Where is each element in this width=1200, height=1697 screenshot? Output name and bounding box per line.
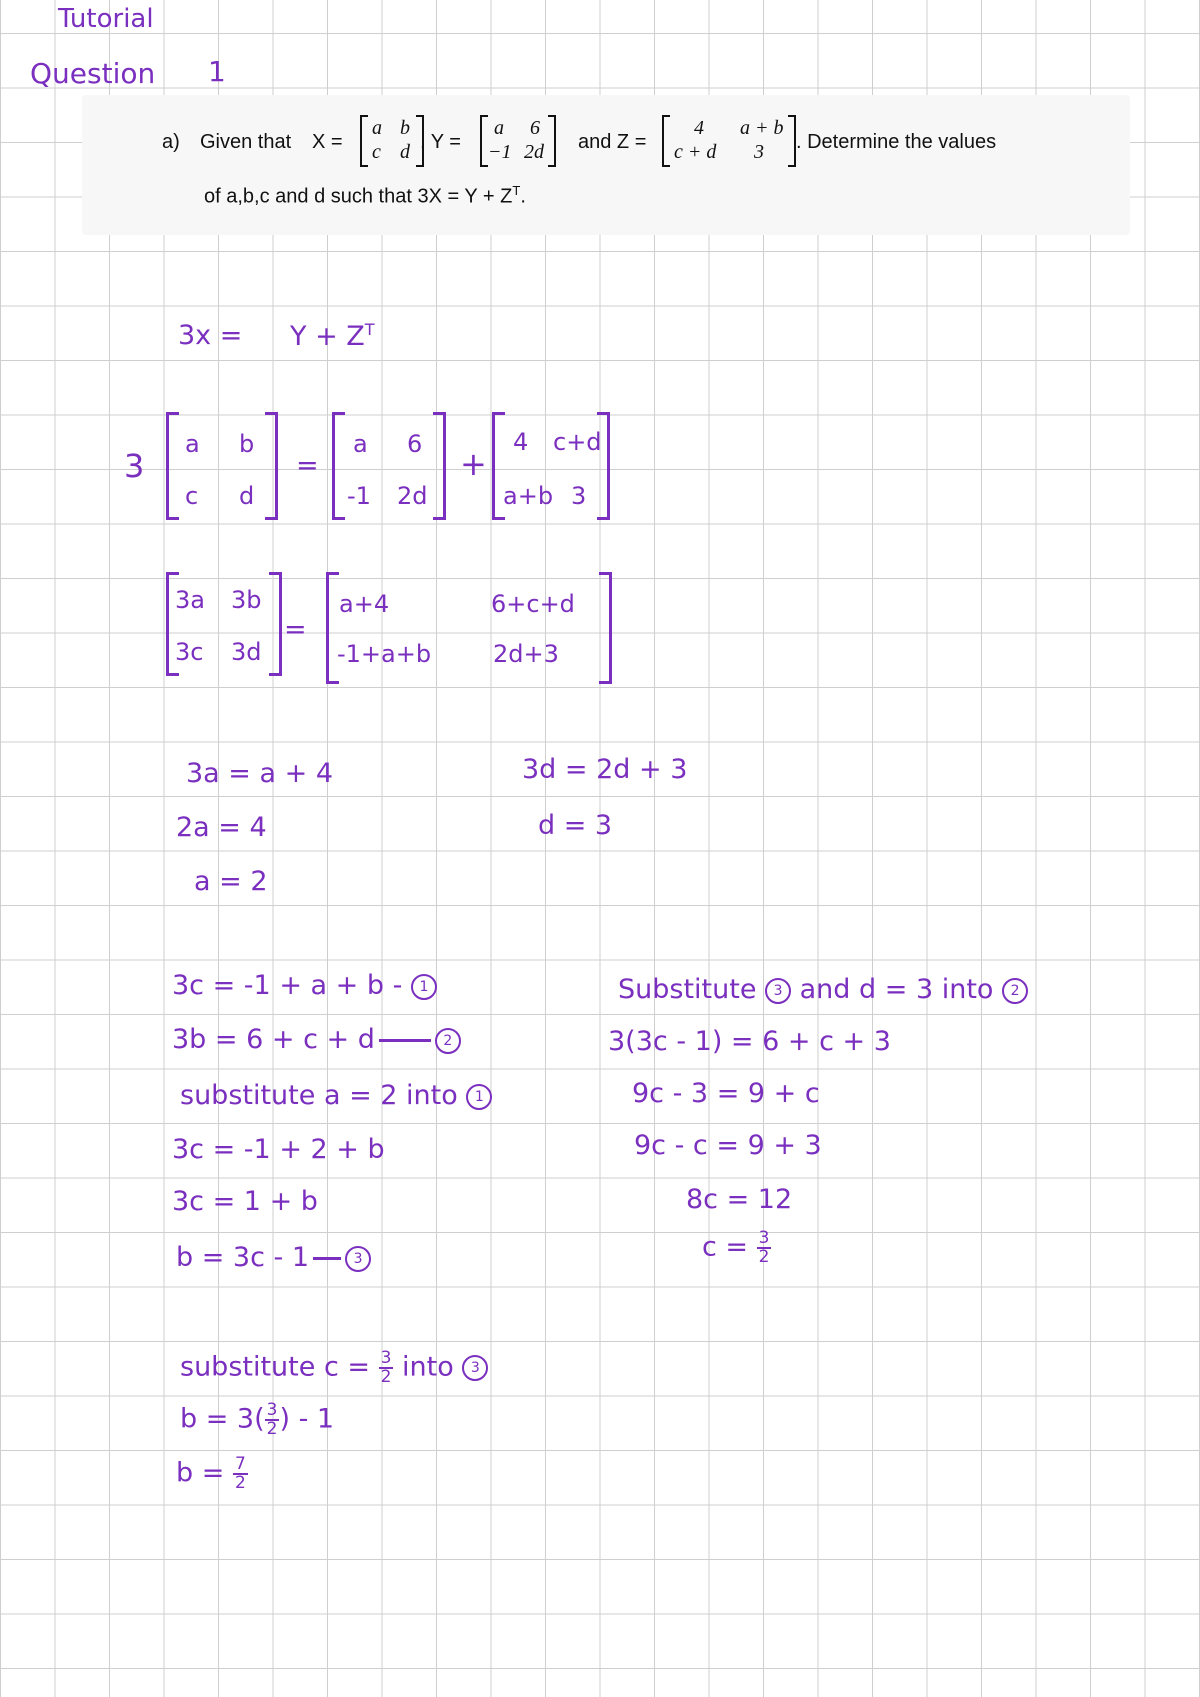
tutorial-title: Tutorial — [58, 4, 154, 34]
step-r2: 3(3c - 1) = 6 + c + 3 — [608, 1026, 891, 1057]
problem-box — [82, 95, 1130, 235]
step-d2: d = 3 — [538, 810, 613, 841]
scalar-3: 3 — [124, 447, 145, 485]
line2-end: . — [520, 185, 526, 208]
circled-1-tag: 1 — [466, 1084, 492, 1110]
m4-cell: 3c — [175, 638, 204, 666]
step-a1: 3a = a + 4 — [186, 758, 334, 789]
numerator: 3 — [758, 1228, 770, 1248]
step-f2 — [180, 1402, 334, 1438]
step-f1 — [180, 1350, 488, 1386]
x-cell: a — [372, 117, 382, 139]
denominator: 2 — [758, 1247, 770, 1267]
fraction-3-2 — [265, 1402, 280, 1438]
step-f3 — [176, 1456, 248, 1492]
step-s1-text: substitute a = 2 into — [180, 1080, 458, 1111]
denominator: 2 — [234, 1473, 246, 1493]
step-r6-lhs: c = — [702, 1231, 749, 1263]
and-z: and Z = — [578, 131, 647, 153]
eq1-sup: T — [364, 320, 375, 339]
m2-cell: -1 — [347, 482, 371, 510]
x-matrix — [360, 115, 424, 167]
m3-cell: c+d — [553, 428, 602, 456]
m5-cell: -1+a+b — [337, 640, 432, 668]
fraction-7-2 — [233, 1456, 248, 1492]
m4-cell: 3d — [231, 638, 262, 666]
m2-cell: a — [353, 430, 368, 458]
step-r1 — [618, 976, 1028, 1004]
m2-cell: 2d — [397, 482, 428, 510]
step-f1-b: into — [402, 1351, 454, 1383]
eq1-rhs-text: Y + Z — [290, 321, 365, 352]
eq1-lhs: 3x = — [178, 320, 243, 351]
step-c1-text: 3c = -1 + a + b - — [172, 970, 403, 1001]
m5-cell: 6+c+d — [491, 590, 575, 618]
z-cell: c + d — [674, 141, 717, 163]
x-cell: b — [400, 117, 410, 139]
x-cell: d — [400, 141, 410, 163]
x-cell: c — [372, 141, 381, 163]
numerator: 7 — [234, 1454, 246, 1474]
matrix-zt — [492, 412, 610, 520]
y-cell: 6 — [530, 117, 540, 139]
equals-sign: = — [296, 450, 319, 481]
step-c4: 3c = 1 + b — [172, 1186, 318, 1217]
m1-cell: b — [239, 430, 255, 458]
m1-cell: d — [239, 482, 255, 510]
m3-cell: 3 — [571, 482, 587, 510]
problem-line2 — [204, 183, 526, 209]
z-matrix — [662, 115, 796, 167]
plus-sign: + — [460, 445, 487, 483]
step-a3: a = 2 — [194, 866, 268, 897]
z-cell: 3 — [754, 141, 764, 163]
step-f1-a: substitute c = — [180, 1351, 371, 1383]
transpose-sup: T — [512, 183, 521, 198]
problem-given: Given that — [200, 131, 292, 153]
z-cell: 4 — [694, 117, 704, 139]
step-c5-text: b = 3c - 1 — [176, 1242, 310, 1273]
step-d1: 3d = 2d + 3 — [522, 754, 688, 785]
step-c2 — [172, 1026, 461, 1054]
step-c2-text: 3b = 6 + c + d — [172, 1024, 375, 1055]
m5-cell: a+4 — [339, 590, 390, 618]
y-cell: a — [494, 117, 504, 139]
denominator: 2 — [266, 1419, 278, 1439]
m1-cell: c — [185, 482, 199, 510]
step-s1 — [180, 1082, 492, 1110]
m3-cell: 4 — [513, 428, 529, 456]
step-c1 — [172, 972, 437, 1000]
step-r6 — [702, 1230, 771, 1266]
question-number: 1 — [208, 55, 226, 88]
y-matrix — [480, 115, 556, 167]
step-r1-b: and d = 3 into — [799, 974, 994, 1005]
long-dash — [313, 1257, 341, 1260]
numerator: 3 — [380, 1348, 392, 1368]
denominator: 2 — [380, 1367, 392, 1387]
matrix-3x — [166, 572, 282, 676]
m1-cell: a — [185, 430, 200, 458]
line2-text: of a,b,c and d such that 3X = Y + Z — [204, 185, 513, 208]
circled-2-tag: 2 — [435, 1028, 461, 1054]
step-r5: 8c = 12 — [686, 1184, 793, 1215]
step-r1-a: Substitute — [618, 974, 757, 1005]
question-label: Question — [30, 57, 156, 90]
y-eq: , Y = — [420, 131, 461, 153]
step-r3: 9c - 3 = 9 + c — [632, 1078, 820, 1109]
step-f3-lhs: b = — [176, 1457, 225, 1489]
y-cell: 2d — [524, 141, 544, 163]
determine-text: . Determine the values — [796, 131, 997, 153]
circled-2-tag: 2 — [1002, 978, 1028, 1004]
matrix-x — [166, 412, 278, 520]
step-c5 — [176, 1244, 371, 1272]
fraction-3-2 — [379, 1350, 394, 1386]
equals-sign: = — [284, 614, 307, 645]
circled-3-tag: 3 — [765, 978, 791, 1004]
circled-3-tag: 3 — [345, 1246, 371, 1272]
long-dash — [379, 1039, 431, 1042]
step-f2-b: ) - 1 — [279, 1403, 335, 1435]
m2-cell: 6 — [407, 430, 423, 458]
y-cell: −1 — [488, 141, 512, 163]
m4-cell: 3a — [175, 586, 205, 614]
step-f2-a: b = 3( — [180, 1403, 265, 1435]
m3-cell: a+b — [503, 482, 554, 510]
circled-3-tag: 3 — [462, 1355, 488, 1381]
eq1-rhs — [290, 322, 375, 350]
step-a2: 2a = 4 — [176, 812, 267, 843]
fraction-3-2 — [757, 1230, 772, 1266]
x-eq: X = — [312, 131, 343, 153]
problem-part: a) — [162, 131, 180, 153]
step-c3: 3c = -1 + 2 + b — [172, 1134, 385, 1165]
circled-1-tag: 1 — [411, 974, 437, 1000]
numerator: 3 — [266, 1400, 278, 1420]
matrix-y — [332, 412, 446, 520]
matrix-sum — [326, 572, 612, 684]
step-r4: 9c - c = 9 + 3 — [634, 1130, 822, 1161]
z-cell: a + b — [740, 117, 784, 139]
m4-cell: 3b — [231, 586, 262, 614]
m5-cell: 2d+3 — [493, 640, 559, 668]
